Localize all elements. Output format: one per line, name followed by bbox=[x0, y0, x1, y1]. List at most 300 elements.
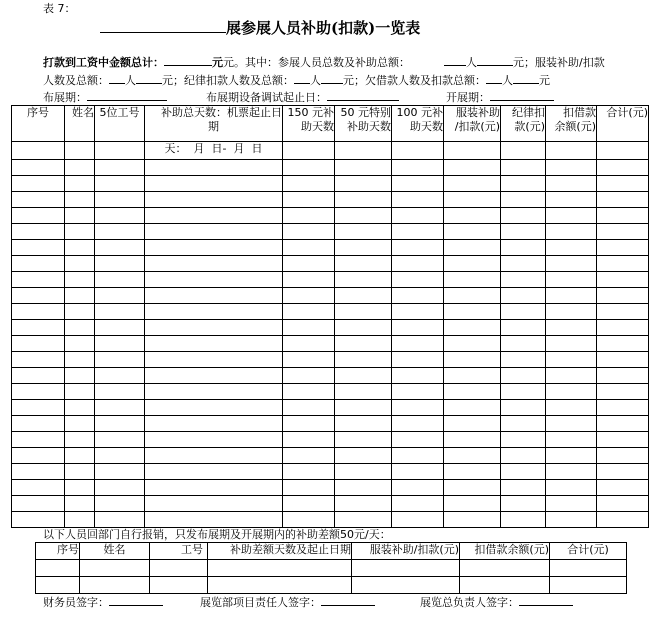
cell[interactable] bbox=[392, 464, 444, 480]
cell[interactable] bbox=[95, 464, 145, 480]
cell[interactable] bbox=[392, 384, 444, 400]
cell[interactable] bbox=[283, 336, 335, 352]
cell[interactable] bbox=[392, 304, 444, 320]
cell[interactable] bbox=[392, 208, 444, 224]
cell[interactable] bbox=[546, 192, 597, 208]
cell[interactable] bbox=[150, 577, 208, 594]
cell[interactable] bbox=[444, 336, 501, 352]
cell[interactable] bbox=[444, 496, 501, 512]
cell[interactable] bbox=[335, 272, 392, 288]
cell[interactable] bbox=[150, 560, 208, 577]
cell[interactable] bbox=[12, 142, 65, 160]
cell[interactable] bbox=[95, 384, 145, 400]
cell[interactable] bbox=[145, 208, 283, 224]
cell[interactable] bbox=[501, 448, 546, 464]
cell[interactable] bbox=[283, 288, 335, 304]
cell[interactable] bbox=[12, 496, 65, 512]
cell[interactable] bbox=[283, 480, 335, 496]
cell[interactable] bbox=[283, 142, 335, 160]
cell[interactable] bbox=[597, 256, 649, 272]
cell[interactable] bbox=[65, 176, 95, 192]
cell[interactable] bbox=[65, 192, 95, 208]
cell[interactable] bbox=[392, 400, 444, 416]
cell[interactable] bbox=[546, 160, 597, 176]
cell[interactable] bbox=[12, 368, 65, 384]
cell[interactable] bbox=[65, 256, 95, 272]
cell[interactable] bbox=[501, 384, 546, 400]
cell[interactable] bbox=[444, 208, 501, 224]
cell[interactable] bbox=[145, 320, 283, 336]
cell[interactable] bbox=[145, 272, 283, 288]
cell[interactable] bbox=[12, 336, 65, 352]
cell[interactable] bbox=[80, 560, 150, 577]
cell[interactable] bbox=[546, 512, 597, 528]
clothing-amount-field[interactable] bbox=[136, 72, 162, 84]
cell[interactable] bbox=[65, 352, 95, 368]
cell[interactable] bbox=[65, 480, 95, 496]
discipline-label: 元；纪律扣款人数及总额： bbox=[162, 74, 294, 87]
cell[interactable] bbox=[95, 256, 145, 272]
cell[interactable] bbox=[12, 224, 65, 240]
cell[interactable] bbox=[444, 160, 501, 176]
cell[interactable] bbox=[95, 496, 145, 512]
cell[interactable] bbox=[546, 336, 597, 352]
cell[interactable] bbox=[546, 176, 597, 192]
cell[interactable] bbox=[145, 352, 283, 368]
cell[interactable] bbox=[12, 240, 65, 256]
cell[interactable] bbox=[392, 176, 444, 192]
cell[interactable] bbox=[283, 304, 335, 320]
cell[interactable] bbox=[145, 416, 283, 432]
cell[interactable] bbox=[283, 464, 335, 480]
cell[interactable] bbox=[335, 448, 392, 464]
cell[interactable] bbox=[392, 480, 444, 496]
cell[interactable] bbox=[95, 320, 145, 336]
cell[interactable] bbox=[283, 448, 335, 464]
cell[interactable] bbox=[95, 160, 145, 176]
cell[interactable] bbox=[65, 400, 95, 416]
cell[interactable] bbox=[95, 400, 145, 416]
cell[interactable] bbox=[12, 256, 65, 272]
cell[interactable] bbox=[12, 448, 65, 464]
cell[interactable] bbox=[392, 448, 444, 464]
cell[interactable] bbox=[501, 224, 546, 240]
cell[interactable] bbox=[501, 304, 546, 320]
cell[interactable] bbox=[95, 480, 145, 496]
cell[interactable] bbox=[65, 208, 95, 224]
cell[interactable] bbox=[335, 256, 392, 272]
cell[interactable] bbox=[546, 352, 597, 368]
cell[interactable] bbox=[597, 288, 649, 304]
cell[interactable] bbox=[501, 416, 546, 432]
cell[interactable] bbox=[335, 496, 392, 512]
cell[interactable] bbox=[501, 400, 546, 416]
cell[interactable] bbox=[546, 240, 597, 256]
cell[interactable] bbox=[460, 560, 550, 577]
header-discipline: 纪律扣 款(元) bbox=[501, 106, 546, 142]
cell[interactable] bbox=[444, 272, 501, 288]
cell[interactable] bbox=[444, 384, 501, 400]
date-range-cell[interactable]: 天： 月 日- 月 日 bbox=[145, 142, 283, 160]
cell[interactable] bbox=[501, 208, 546, 224]
cell[interactable] bbox=[283, 192, 335, 208]
director-signature-field[interactable] bbox=[519, 594, 573, 606]
cell[interactable] bbox=[36, 560, 80, 577]
cell[interactable] bbox=[597, 432, 649, 448]
cell[interactable] bbox=[501, 496, 546, 512]
cell[interactable] bbox=[352, 560, 460, 577]
cell[interactable] bbox=[283, 208, 335, 224]
cell[interactable] bbox=[145, 160, 283, 176]
cell[interactable] bbox=[392, 368, 444, 384]
header-clothing: 服装补助 /扣款(元) bbox=[444, 106, 501, 142]
cell[interactable] bbox=[597, 480, 649, 496]
cell[interactable] bbox=[36, 577, 80, 594]
cell[interactable] bbox=[65, 320, 95, 336]
cell[interactable] bbox=[597, 352, 649, 368]
cell[interactable] bbox=[208, 560, 352, 577]
cell[interactable] bbox=[12, 192, 65, 208]
cell[interactable] bbox=[335, 142, 392, 160]
cell[interactable] bbox=[145, 192, 283, 208]
cell[interactable] bbox=[546, 208, 597, 224]
cell[interactable] bbox=[283, 240, 335, 256]
cell[interactable] bbox=[546, 142, 597, 160]
cell[interactable] bbox=[283, 176, 335, 192]
cell[interactable] bbox=[597, 368, 649, 384]
cell[interactable] bbox=[145, 448, 283, 464]
cell[interactable] bbox=[546, 320, 597, 336]
cell[interactable] bbox=[65, 304, 95, 320]
cell[interactable] bbox=[546, 288, 597, 304]
cell[interactable] bbox=[283, 272, 335, 288]
cell[interactable] bbox=[546, 304, 597, 320]
cell[interactable] bbox=[597, 416, 649, 432]
cell[interactable] bbox=[444, 256, 501, 272]
cell[interactable] bbox=[392, 142, 444, 160]
cell[interactable] bbox=[95, 432, 145, 448]
cell[interactable] bbox=[546, 224, 597, 240]
cell[interactable] bbox=[283, 496, 335, 512]
cell[interactable] bbox=[65, 496, 95, 512]
cell[interactable] bbox=[335, 368, 392, 384]
cell[interactable] bbox=[95, 224, 145, 240]
cell[interactable] bbox=[597, 142, 649, 160]
cell[interactable] bbox=[283, 160, 335, 176]
cell[interactable] bbox=[597, 272, 649, 288]
cell[interactable] bbox=[597, 208, 649, 224]
cell[interactable] bbox=[12, 352, 65, 368]
cell[interactable] bbox=[65, 288, 95, 304]
cell[interactable] bbox=[392, 416, 444, 432]
participants-amount-field[interactable] bbox=[477, 54, 513, 66]
debt-label: 元；欠借款人数及扣款总额： bbox=[343, 74, 486, 87]
cell[interactable] bbox=[597, 496, 649, 512]
cell[interactable] bbox=[283, 432, 335, 448]
cell[interactable] bbox=[283, 320, 335, 336]
debt-amount-field[interactable] bbox=[513, 72, 539, 84]
cell[interactable] bbox=[597, 336, 649, 352]
title-row bbox=[100, 17, 420, 38]
cell[interactable] bbox=[546, 272, 597, 288]
cell[interactable] bbox=[444, 192, 501, 208]
cell[interactable] bbox=[95, 336, 145, 352]
cell[interactable] bbox=[444, 142, 501, 160]
table-row bbox=[12, 192, 649, 208]
cell[interactable] bbox=[12, 272, 65, 288]
cell[interactable] bbox=[501, 512, 546, 528]
cell[interactable] bbox=[65, 368, 95, 384]
cell[interactable] bbox=[95, 240, 145, 256]
cell[interactable] bbox=[335, 384, 392, 400]
cell[interactable] bbox=[392, 432, 444, 448]
cell[interactable] bbox=[546, 384, 597, 400]
cell[interactable] bbox=[95, 288, 145, 304]
cell[interactable] bbox=[335, 336, 392, 352]
cell[interactable] bbox=[65, 448, 95, 464]
cell[interactable] bbox=[335, 160, 392, 176]
cell[interactable] bbox=[352, 577, 460, 594]
cell[interactable] bbox=[546, 400, 597, 416]
cell[interactable] bbox=[444, 448, 501, 464]
cell[interactable] bbox=[444, 432, 501, 448]
cell[interactable] bbox=[95, 304, 145, 320]
cell[interactable] bbox=[597, 448, 649, 464]
cell[interactable] bbox=[335, 224, 392, 240]
cell[interactable] bbox=[12, 464, 65, 480]
cell[interactable] bbox=[65, 416, 95, 432]
cell[interactable] bbox=[208, 577, 352, 594]
cell[interactable] bbox=[335, 208, 392, 224]
cell[interactable] bbox=[145, 400, 283, 416]
cell[interactable] bbox=[546, 368, 597, 384]
title-prefix-blank[interactable] bbox=[100, 21, 226, 33]
setup-period-field[interactable] bbox=[87, 89, 167, 101]
cell[interactable] bbox=[145, 256, 283, 272]
cell[interactable] bbox=[145, 368, 283, 384]
setup-period-label: 布展期： bbox=[43, 91, 87, 104]
cell[interactable] bbox=[444, 240, 501, 256]
cell[interactable] bbox=[392, 336, 444, 352]
cell[interactable] bbox=[12, 480, 65, 496]
cell[interactable] bbox=[392, 352, 444, 368]
cell[interactable] bbox=[65, 160, 95, 176]
cell[interactable] bbox=[145, 432, 283, 448]
cell[interactable] bbox=[597, 384, 649, 400]
cell[interactable] bbox=[392, 224, 444, 240]
cell[interactable] bbox=[335, 240, 392, 256]
cell[interactable] bbox=[12, 176, 65, 192]
cell[interactable] bbox=[550, 577, 627, 594]
cell[interactable] bbox=[12, 400, 65, 416]
cell[interactable] bbox=[501, 272, 546, 288]
cell[interactable] bbox=[335, 400, 392, 416]
cell[interactable] bbox=[597, 464, 649, 480]
cell[interactable] bbox=[335, 416, 392, 432]
cell[interactable] bbox=[392, 512, 444, 528]
cell[interactable] bbox=[597, 224, 649, 240]
cell[interactable] bbox=[392, 320, 444, 336]
cell[interactable] bbox=[392, 288, 444, 304]
cell[interactable] bbox=[95, 192, 145, 208]
cell[interactable] bbox=[597, 176, 649, 192]
cell[interactable] bbox=[335, 304, 392, 320]
cell[interactable] bbox=[145, 480, 283, 496]
cell[interactable] bbox=[444, 400, 501, 416]
cell[interactable] bbox=[550, 560, 627, 577]
cell[interactable] bbox=[65, 272, 95, 288]
cell[interactable] bbox=[283, 400, 335, 416]
cell[interactable] bbox=[145, 304, 283, 320]
cell[interactable] bbox=[392, 240, 444, 256]
header-debt: 扣借款 余额(元) bbox=[546, 106, 597, 142]
cell[interactable] bbox=[335, 176, 392, 192]
cell[interactable] bbox=[145, 336, 283, 352]
cell[interactable] bbox=[501, 288, 546, 304]
cell[interactable] bbox=[12, 208, 65, 224]
participants-count-field[interactable] bbox=[444, 54, 466, 66]
cell[interactable] bbox=[597, 240, 649, 256]
cell[interactable] bbox=[145, 384, 283, 400]
cell[interactable] bbox=[546, 416, 597, 432]
cell[interactable] bbox=[283, 352, 335, 368]
cell[interactable] bbox=[501, 320, 546, 336]
cell[interactable] bbox=[444, 368, 501, 384]
cell[interactable] bbox=[95, 272, 145, 288]
open-period-field[interactable] bbox=[490, 89, 554, 101]
cell[interactable] bbox=[460, 577, 550, 594]
cell[interactable] bbox=[597, 192, 649, 208]
table-row bbox=[36, 560, 627, 577]
cell[interactable] bbox=[546, 256, 597, 272]
cell[interactable] bbox=[501, 464, 546, 480]
cell[interactable] bbox=[65, 464, 95, 480]
cell[interactable] bbox=[597, 160, 649, 176]
cell[interactable] bbox=[145, 224, 283, 240]
cell[interactable] bbox=[392, 256, 444, 272]
cell[interactable] bbox=[444, 416, 501, 432]
cell[interactable] bbox=[597, 512, 649, 528]
cell[interactable] bbox=[444, 224, 501, 240]
cell[interactable] bbox=[95, 448, 145, 464]
cell[interactable] bbox=[335, 352, 392, 368]
cell[interactable] bbox=[65, 224, 95, 240]
cell[interactable] bbox=[546, 496, 597, 512]
cell[interactable] bbox=[501, 240, 546, 256]
cell[interactable] bbox=[283, 384, 335, 400]
project-signature-label: 展览部项目责任人签字： bbox=[200, 596, 321, 609]
cell[interactable] bbox=[392, 160, 444, 176]
cell[interactable] bbox=[546, 464, 597, 480]
cell[interactable] bbox=[501, 368, 546, 384]
cell[interactable] bbox=[501, 176, 546, 192]
cell[interactable] bbox=[597, 400, 649, 416]
cell[interactable] bbox=[444, 288, 501, 304]
cell[interactable] bbox=[335, 320, 392, 336]
cell[interactable] bbox=[392, 272, 444, 288]
project-signature-field[interactable] bbox=[321, 594, 375, 606]
cell[interactable] bbox=[65, 384, 95, 400]
cell[interactable] bbox=[145, 240, 283, 256]
cell[interactable] bbox=[444, 320, 501, 336]
cell[interactable] bbox=[65, 240, 95, 256]
cell[interactable] bbox=[546, 448, 597, 464]
cell[interactable] bbox=[335, 192, 392, 208]
cell[interactable] bbox=[597, 304, 649, 320]
cell[interactable] bbox=[12, 432, 65, 448]
cell[interactable] bbox=[95, 142, 145, 160]
cell[interactable] bbox=[335, 480, 392, 496]
discipline-count-field[interactable] bbox=[294, 72, 310, 84]
cell[interactable] bbox=[283, 368, 335, 384]
cell[interactable] bbox=[145, 496, 283, 512]
cell[interactable] bbox=[65, 432, 95, 448]
cell[interactable] bbox=[501, 160, 546, 176]
cell[interactable] bbox=[444, 304, 501, 320]
cell[interactable] bbox=[95, 352, 145, 368]
cell[interactable] bbox=[546, 480, 597, 496]
cell[interactable] bbox=[95, 176, 145, 192]
cell[interactable] bbox=[501, 256, 546, 272]
cell[interactable] bbox=[501, 480, 546, 496]
cell[interactable] bbox=[145, 464, 283, 480]
cell[interactable] bbox=[444, 464, 501, 480]
cell[interactable] bbox=[444, 480, 501, 496]
debt-count-field[interactable] bbox=[486, 72, 502, 84]
cell[interactable] bbox=[283, 416, 335, 432]
cell[interactable] bbox=[335, 432, 392, 448]
cell[interactable] bbox=[145, 176, 283, 192]
cell[interactable] bbox=[444, 512, 501, 528]
cell[interactable] bbox=[95, 208, 145, 224]
cell[interactable] bbox=[546, 432, 597, 448]
note-text: 以下人员回部门自行报销，只发布展期及开展期内的补助差额50元/天： bbox=[43, 528, 391, 541]
cell[interactable] bbox=[12, 160, 65, 176]
cell[interactable] bbox=[444, 176, 501, 192]
cell[interactable] bbox=[597, 320, 649, 336]
cell[interactable] bbox=[392, 192, 444, 208]
setup-debug-field[interactable] bbox=[327, 89, 399, 101]
cell[interactable] bbox=[283, 224, 335, 240]
cell[interactable] bbox=[12, 288, 65, 304]
cell[interactable] bbox=[12, 304, 65, 320]
cell[interactable] bbox=[501, 352, 546, 368]
finance-signature-field[interactable] bbox=[109, 594, 163, 606]
cell[interactable] bbox=[95, 416, 145, 432]
cell[interactable] bbox=[501, 336, 546, 352]
discipline-amount-field[interactable] bbox=[321, 72, 343, 84]
cell[interactable] bbox=[335, 464, 392, 480]
cell[interactable] bbox=[501, 432, 546, 448]
cell[interactable] bbox=[12, 384, 65, 400]
cell[interactable] bbox=[145, 288, 283, 304]
cell[interactable] bbox=[335, 288, 392, 304]
cell[interactable] bbox=[80, 577, 150, 594]
cell[interactable] bbox=[65, 142, 95, 160]
clothing-count-field[interactable] bbox=[109, 72, 125, 84]
cell[interactable] bbox=[444, 352, 501, 368]
cell[interactable] bbox=[392, 496, 444, 512]
cell[interactable] bbox=[501, 142, 546, 160]
cell[interactable] bbox=[95, 368, 145, 384]
header-row bbox=[12, 106, 649, 142]
cell[interactable] bbox=[283, 256, 335, 272]
cell[interactable] bbox=[12, 320, 65, 336]
cell[interactable] bbox=[65, 336, 95, 352]
cell[interactable] bbox=[501, 192, 546, 208]
total-amount-field[interactable] bbox=[164, 54, 212, 66]
cell[interactable] bbox=[12, 416, 65, 432]
